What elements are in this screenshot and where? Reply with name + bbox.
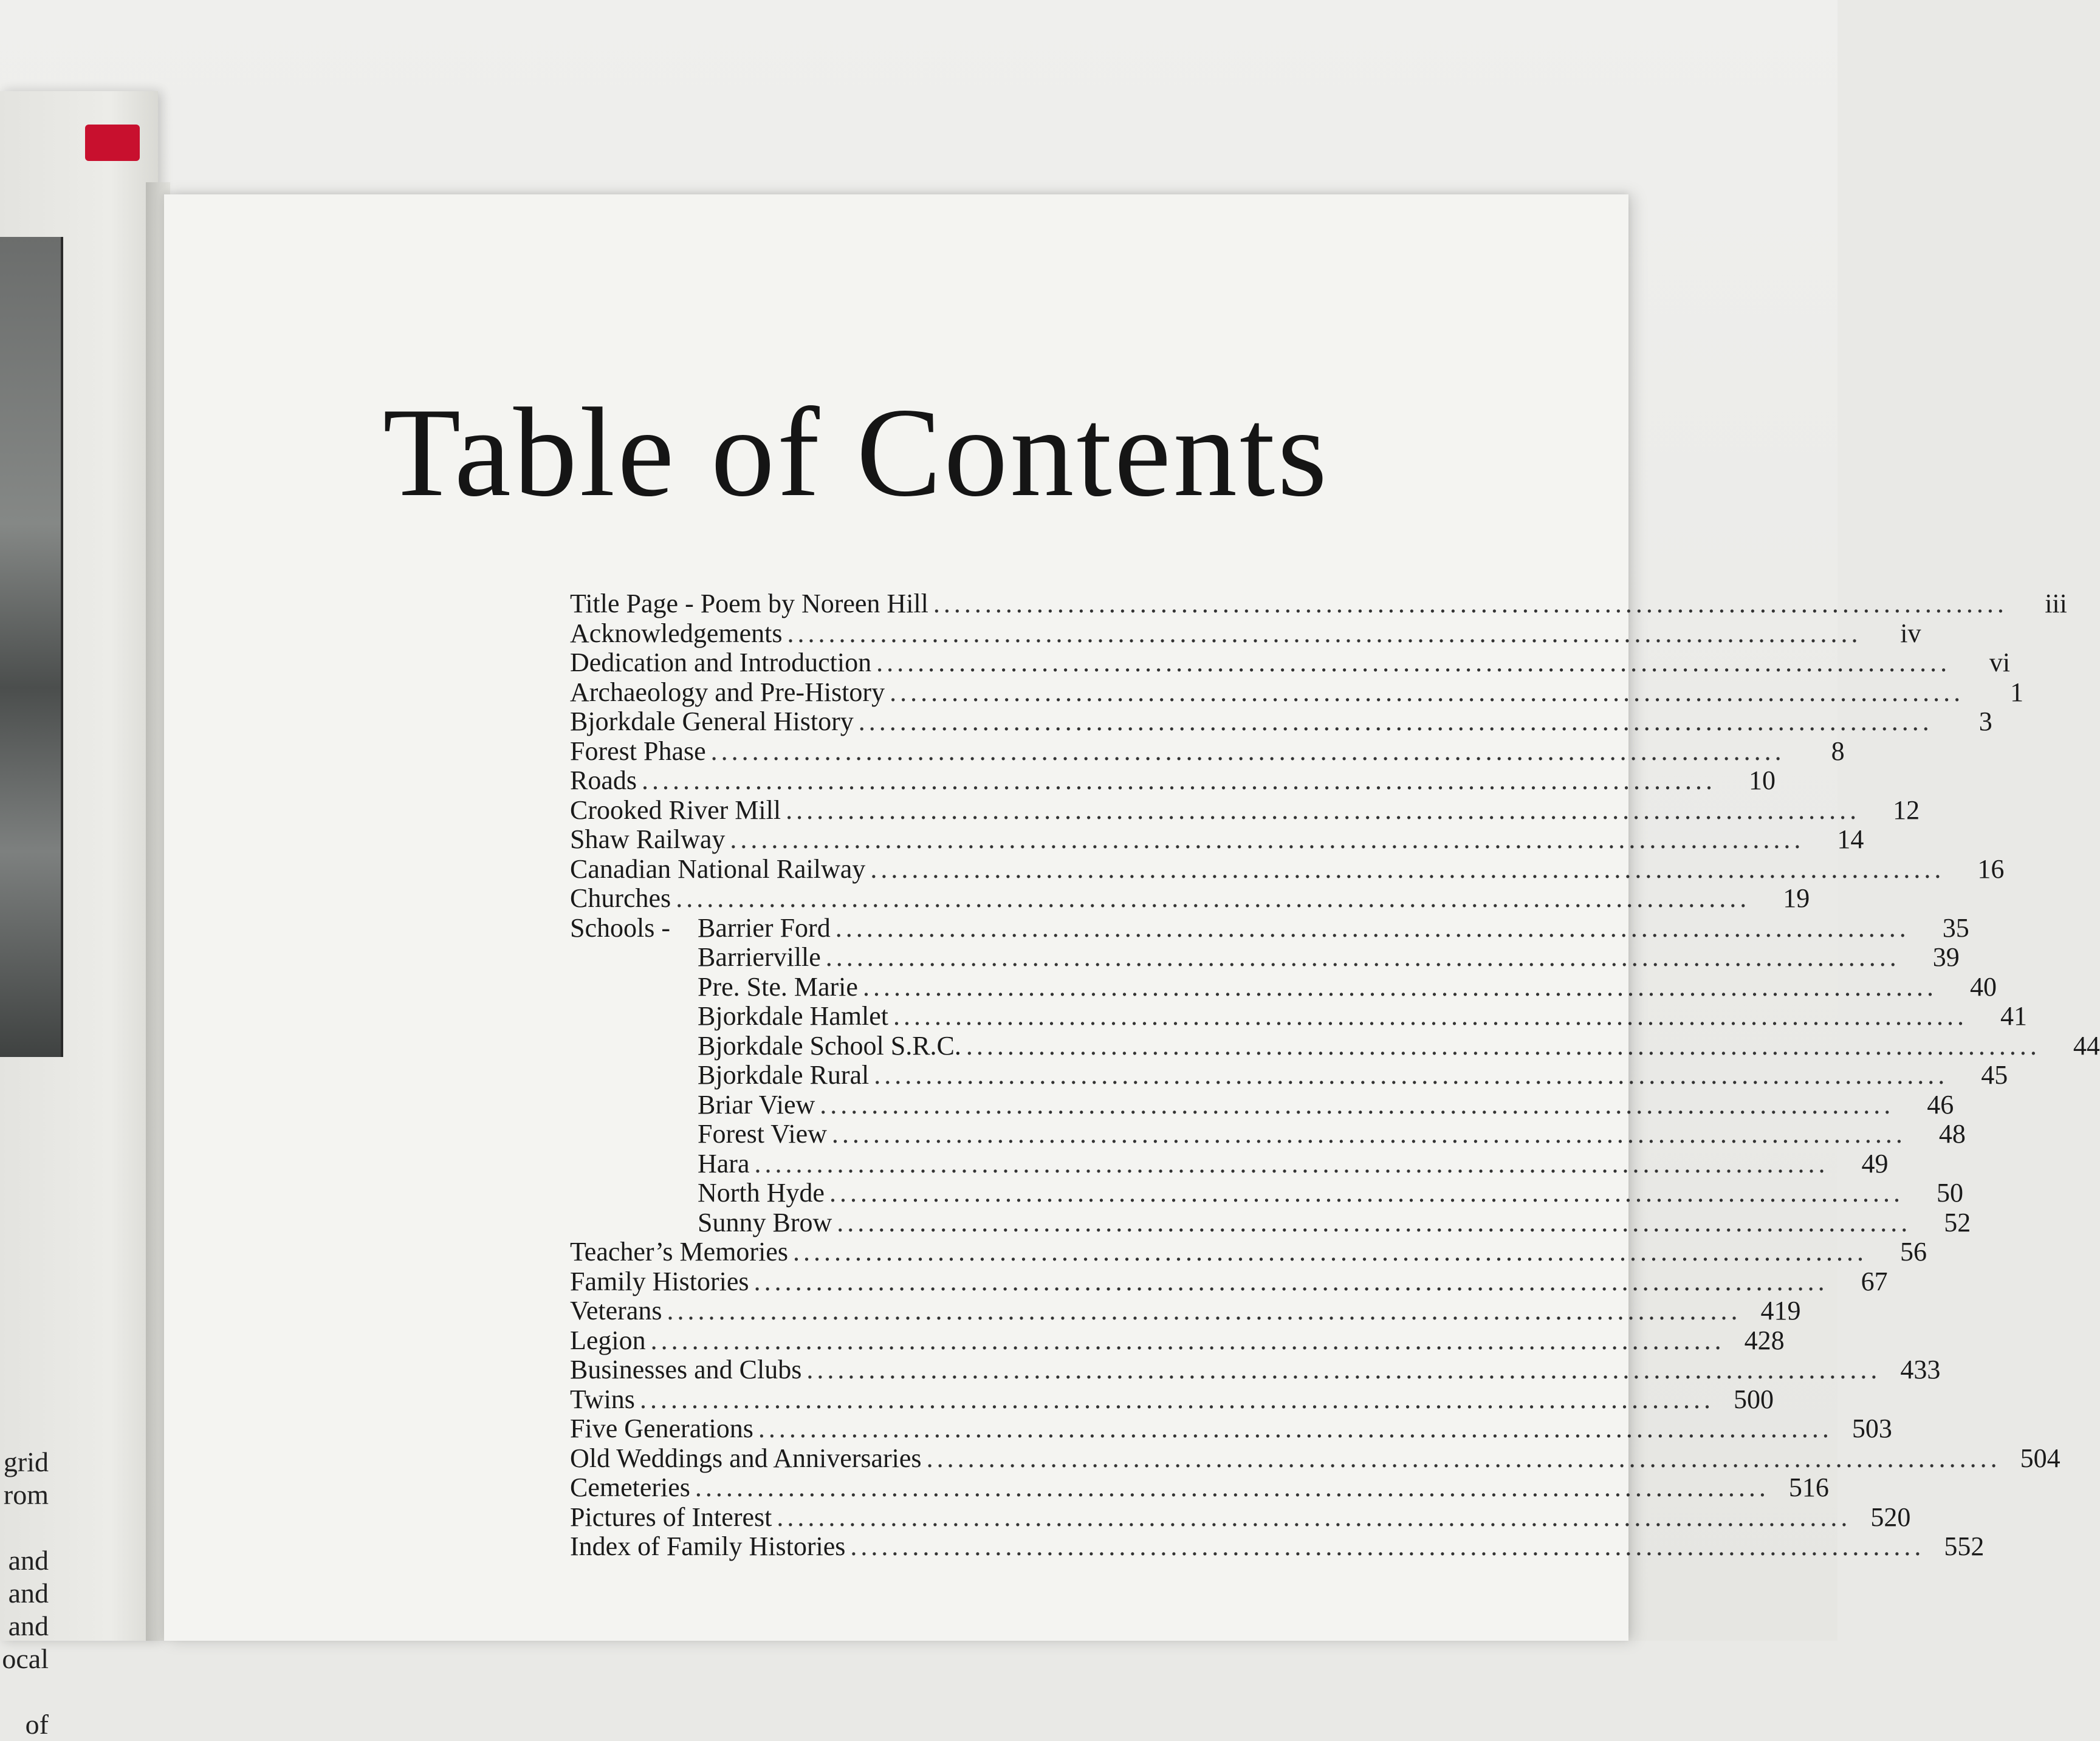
toc-row bbox=[570, 942, 1960, 973]
toc-page-number: vi bbox=[1989, 648, 2011, 677]
left-text-line bbox=[0, 1675, 49, 1708]
toc-page-number: 19 bbox=[1783, 883, 1810, 913]
toc-entry bbox=[570, 884, 671, 914]
toc-row bbox=[570, 1001, 2028, 1031]
toc-page-number: 552 bbox=[1944, 1531, 1985, 1561]
toc-page-number: 419 bbox=[1760, 1296, 1801, 1325]
toc-dot-leader bbox=[890, 678, 1964, 708]
toc-entry-title: Canadian National Railway bbox=[570, 853, 866, 884]
toc-page-number: 45 bbox=[1981, 1060, 2008, 1090]
toc-page-number: 39 bbox=[1932, 942, 1960, 972]
toc-row bbox=[570, 589, 2067, 619]
left-text-line: grid bbox=[3, 1446, 49, 1477]
toc-row bbox=[570, 648, 2011, 678]
toc-entry-title: Five Generations bbox=[570, 1414, 753, 1443]
toc-page-number: iv bbox=[1900, 618, 1921, 648]
left-text-line bbox=[0, 1511, 49, 1544]
toc-page-number: 520 bbox=[1870, 1502, 1911, 1532]
toc-dot-leader bbox=[711, 737, 1785, 767]
toc-row bbox=[570, 765, 1776, 796]
toc-row bbox=[570, 853, 2005, 884]
toc-row bbox=[570, 677, 2024, 708]
toc-row bbox=[570, 1325, 1785, 1356]
toc-dot-leader bbox=[863, 973, 1937, 1002]
toc-entry-title: Teacher’s Memories bbox=[570, 1237, 788, 1267]
toc-entry bbox=[570, 1326, 646, 1356]
toc-entry-title: Cemeteries bbox=[570, 1472, 690, 1502]
toc-dot-leader bbox=[755, 1149, 1829, 1179]
toc-row bbox=[570, 1089, 1954, 1120]
toc-entry-title: North Hyde bbox=[698, 1178, 825, 1208]
toc-dot-leader bbox=[806, 1355, 1881, 1385]
toc-entry bbox=[570, 737, 706, 767]
toc-page-number: 16 bbox=[1977, 853, 2005, 884]
toc-entry bbox=[570, 1120, 827, 1149]
toc-entry-title: Bjorkdale Hamlet bbox=[698, 1001, 889, 1031]
toc-row bbox=[570, 1384, 1774, 1415]
toc-dot-leader bbox=[966, 1031, 2040, 1061]
toc-entry-title: Shaw Railway bbox=[570, 824, 726, 854]
toc-row bbox=[570, 1237, 1927, 1267]
toc-row bbox=[570, 1414, 1892, 1444]
toc-entry-title: Pictures of Interest bbox=[570, 1502, 772, 1532]
toc-dot-leader bbox=[829, 1178, 1904, 1208]
toc-entry bbox=[570, 707, 854, 737]
toc-row bbox=[570, 736, 1845, 767]
toc-entry bbox=[570, 1002, 888, 1031]
toc-row bbox=[570, 1119, 1966, 1149]
toc-entry-title: Title Page - Poem by Noreen Hill bbox=[570, 589, 928, 618]
toc-entry-title: Legion bbox=[570, 1325, 646, 1355]
left-text-line: and bbox=[8, 1578, 49, 1609]
toc-dot-leader bbox=[927, 1444, 2001, 1474]
toc-entry bbox=[570, 1503, 772, 1533]
toc-dot-leader bbox=[836, 914, 1910, 943]
toc-entry bbox=[570, 914, 831, 943]
toc-entry-title: Businesses and Clubs bbox=[570, 1355, 802, 1384]
toc-row bbox=[570, 971, 1997, 1002]
toc-page-number: 503 bbox=[1851, 1414, 1892, 1443]
toc-dot-leader bbox=[933, 589, 2008, 619]
toc-entry-title: Dedication and Introduction bbox=[570, 648, 872, 677]
toc-entry-title: Forest View bbox=[698, 1119, 827, 1149]
toc-dot-leader bbox=[859, 707, 1933, 737]
toc-entry bbox=[570, 589, 928, 619]
toc-entry-title: Sunny Brow bbox=[698, 1207, 832, 1237]
toc-entry bbox=[570, 1385, 635, 1415]
right-page bbox=[164, 194, 2100, 1641]
toc-entry bbox=[570, 1031, 961, 1061]
toc-row bbox=[570, 824, 1864, 855]
toc-row bbox=[570, 1030, 2100, 1061]
toc-entry bbox=[570, 1237, 788, 1267]
toc-row bbox=[570, 1531, 1985, 1562]
toc-dot-leader bbox=[793, 1237, 1867, 1267]
toc-entry bbox=[570, 648, 871, 678]
toc-page-number: 46 bbox=[1927, 1089, 1954, 1120]
left-text-line: and bbox=[8, 1610, 49, 1641]
toc-page-number: 41 bbox=[2000, 1001, 2028, 1031]
toc-dot-leader bbox=[820, 1090, 1894, 1120]
toc-page-number: 14 bbox=[1837, 824, 1864, 854]
toc-entry-prefix: Schools - bbox=[570, 912, 670, 943]
toc-dot-leader bbox=[676, 884, 1750, 914]
toc-entry-title: Forest Phase bbox=[570, 736, 706, 766]
left-text-line: of bbox=[25, 1709, 49, 1740]
toc-page-number: 49 bbox=[1861, 1148, 1889, 1178]
toc-entry-title: Bjorkdale General History bbox=[570, 706, 854, 736]
toc-entry-title: Veterans bbox=[570, 1296, 662, 1325]
toc-entry-title: Old Weddings and Anniversaries bbox=[570, 1443, 922, 1473]
toc-entry-title: Barrier Ford bbox=[698, 912, 831, 943]
left-page-text bbox=[0, 1446, 49, 1741]
left-text-line: ocal bbox=[2, 1643, 49, 1674]
toc-entry bbox=[570, 1208, 832, 1238]
toc-dot-leader bbox=[874, 1061, 1948, 1090]
toc-page-number: 48 bbox=[1938, 1119, 1966, 1149]
toc-page-number: 40 bbox=[1969, 971, 1997, 1002]
toc-page-number: 50 bbox=[1936, 1178, 1963, 1208]
toc-page-number: 516 bbox=[1788, 1472, 1829, 1502]
toc-dot-leader bbox=[777, 1503, 1851, 1533]
toc-entry bbox=[570, 678, 885, 708]
left-text-line: and bbox=[8, 1545, 49, 1576]
toc-dot-leader bbox=[893, 1002, 1968, 1031]
page-title: Table of Contents bbox=[383, 382, 1330, 523]
left-page bbox=[0, 91, 158, 1740]
toc-row bbox=[570, 795, 1920, 826]
toc-entry bbox=[570, 1473, 690, 1503]
toc-dot-leader bbox=[651, 1326, 1725, 1356]
toc-page-number: 56 bbox=[1899, 1237, 1927, 1267]
toc-row bbox=[570, 1355, 1941, 1385]
toc-dot-leader bbox=[786, 796, 1860, 826]
toc-dot-leader bbox=[870, 855, 1944, 884]
toc-page-number: 428 bbox=[1744, 1325, 1785, 1355]
toc-list bbox=[570, 589, 2100, 1562]
toc-page-number: 504 bbox=[2020, 1443, 2061, 1473]
toc-dot-leader bbox=[695, 1473, 1769, 1503]
toc-entry bbox=[570, 796, 781, 826]
toc-row bbox=[570, 1502, 1911, 1533]
toc-entry bbox=[570, 1090, 815, 1120]
toc-row bbox=[570, 706, 1992, 737]
left-text-line: rom bbox=[3, 1479, 49, 1510]
toc-dot-leader bbox=[640, 1385, 1714, 1415]
toc-entry-title: Briar View bbox=[698, 1089, 815, 1120]
toc-entry bbox=[570, 943, 821, 973]
toc-page-number: 12 bbox=[1893, 795, 1920, 825]
toc-page-number: 500 bbox=[1733, 1384, 1774, 1414]
toc-entry bbox=[570, 766, 637, 796]
left-page-photo bbox=[0, 237, 63, 1057]
toc-entry-title: Twins bbox=[570, 1384, 635, 1414]
toc-entry bbox=[570, 1061, 869, 1090]
toc-entry-title: Archaeology and Pre-History bbox=[570, 677, 885, 707]
toc-page-number: 8 bbox=[1831, 736, 1845, 766]
toc-entry bbox=[570, 1178, 825, 1208]
toc-entry bbox=[570, 1267, 749, 1297]
toc-entry bbox=[570, 1532, 845, 1562]
toc-row bbox=[570, 1178, 1963, 1208]
toc-entry bbox=[570, 1149, 750, 1179]
toc-entry-title: Pre. Ste. Marie bbox=[698, 971, 858, 1002]
toc-entry-title: Hara bbox=[698, 1148, 750, 1178]
toc-entry-title: Family Histories bbox=[570, 1266, 749, 1296]
toc-row bbox=[570, 1443, 2061, 1474]
toc-page-number: 35 bbox=[1942, 912, 1969, 943]
toc-entry-title: Acknowledgements bbox=[570, 618, 783, 648]
toc-page-number: iii bbox=[2045, 589, 2067, 618]
toc-entry-title: Index of Family Histories bbox=[570, 1531, 846, 1561]
toc-dot-leader bbox=[876, 648, 1951, 678]
toc-dot-leader bbox=[850, 1532, 1924, 1562]
toc-entry bbox=[570, 825, 725, 855]
toc-dot-leader bbox=[826, 943, 1900, 973]
toc-dot-leader bbox=[730, 825, 1804, 855]
toc-dot-leader bbox=[642, 766, 1716, 796]
toc-dot-leader bbox=[837, 1208, 1911, 1238]
toc-entry bbox=[570, 1444, 922, 1474]
toc-entry-title: Bjorkdale School S.R.C. bbox=[698, 1030, 961, 1061]
toc-dot-leader bbox=[787, 619, 1861, 649]
toc-entry bbox=[570, 1296, 662, 1326]
toc-dot-leader bbox=[667, 1296, 1741, 1326]
toc-entry-title: Churches bbox=[570, 883, 671, 913]
toc-dot-leader bbox=[832, 1120, 1906, 1149]
toc-entry-title: Bjorkdale Rural bbox=[698, 1060, 870, 1090]
toc-entry-title: Crooked River Mill bbox=[570, 795, 781, 825]
toc-row bbox=[570, 912, 1969, 943]
toc-row bbox=[570, 1207, 1971, 1238]
toc-entry bbox=[570, 619, 782, 649]
toc-entry bbox=[570, 855, 865, 884]
toc-row bbox=[570, 1060, 2008, 1090]
toc-page-number: 52 bbox=[1944, 1207, 1971, 1237]
toc-entry bbox=[570, 1355, 801, 1385]
toc-page-number: 44 bbox=[2073, 1030, 2100, 1061]
toc-entry-title: Roads bbox=[570, 765, 637, 795]
toc-entry bbox=[570, 1414, 753, 1444]
toc-row bbox=[570, 1148, 1889, 1179]
toc-row bbox=[570, 1296, 1801, 1326]
toc-page-number: 3 bbox=[1978, 706, 1992, 736]
toc-row bbox=[570, 1266, 1888, 1297]
toc-row bbox=[570, 883, 1810, 914]
toc-page-number: 1 bbox=[2010, 677, 2024, 707]
toc-row bbox=[570, 1472, 1829, 1503]
toc-entry bbox=[570, 973, 858, 1002]
book-cover-edge bbox=[85, 125, 140, 161]
toc-entry-title: Barrierville bbox=[698, 942, 821, 972]
toc-page-number: 433 bbox=[1900, 1355, 1941, 1384]
toc-page-number: 67 bbox=[1861, 1266, 1888, 1296]
toc-page-number: 10 bbox=[1749, 765, 1776, 795]
toc-dot-leader bbox=[754, 1267, 1828, 1297]
toc-dot-leader bbox=[758, 1414, 1833, 1444]
toc-row bbox=[570, 618, 1921, 649]
